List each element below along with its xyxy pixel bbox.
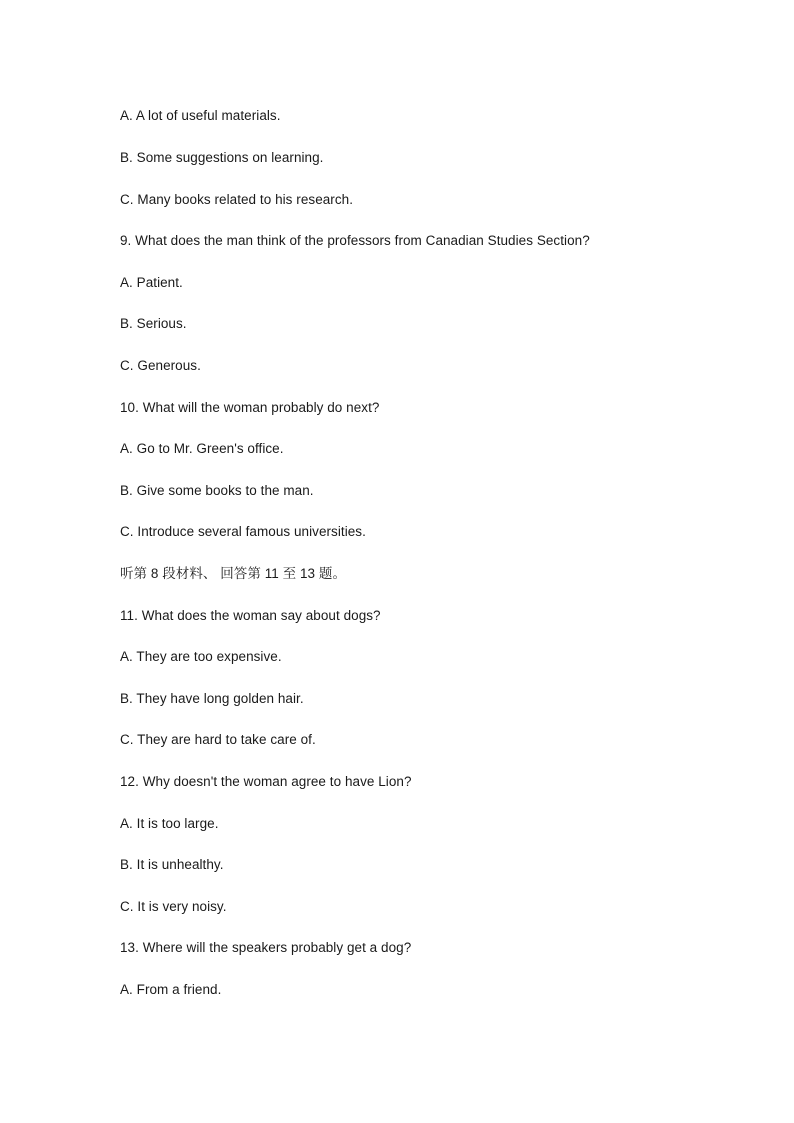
option-line: A. Go to Mr. Green's office.: [120, 441, 284, 456]
option-line: C. Generous.: [120, 358, 201, 373]
question-line: 12. Why doesn't the woman agree to have Lion?: [120, 774, 412, 789]
option-line: C. Many books related to his research.: [120, 192, 354, 207]
section-instruction: 听第 8 段材料、 回答第 11 至 13 题。: [120, 566, 346, 581]
option-line: A. A lot of useful materials.: [120, 108, 281, 123]
option-line: B. They have long golden hair.: [120, 691, 304, 706]
option-line: B. Serious.: [120, 316, 187, 331]
question-line: 11. What does the woman say about dogs?: [120, 608, 381, 623]
option-line: A. They are too expensive.: [120, 649, 282, 664]
option-line: B. Give some books to the man.: [120, 483, 314, 498]
question-line: 10. What will the woman probably do next?: [120, 400, 380, 415]
option-line: A. From a friend.: [120, 982, 222, 997]
question-line: 9. What does the man think of the professors from Canadian Studies Section?: [120, 233, 590, 248]
option-line: A. It is too large.: [120, 816, 219, 831]
option-line: C. They are hard to take care of.: [120, 732, 316, 747]
option-line: C. Introduce several famous universities.: [120, 524, 366, 539]
option-line: B. Some suggestions on learning.: [120, 150, 324, 165]
option-line: C. It is very noisy.: [120, 899, 227, 914]
question-line: 13. Where will the speakers probably get a dog?: [120, 940, 412, 955]
option-line: A. Patient.: [120, 275, 183, 290]
option-line: B. It is unhealthy.: [120, 857, 224, 872]
